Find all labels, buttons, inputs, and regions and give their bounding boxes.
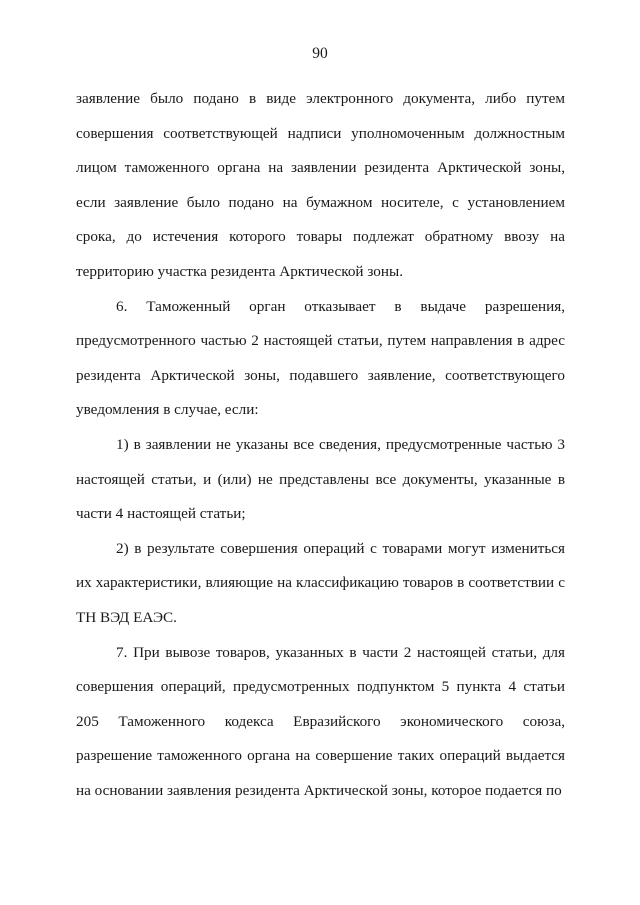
paragraph-subitem-1: 1) в заявлении не указаны все сведения, предусмотренные частью 3 настоящей статьи, и (или) не представлены все документы, указанные в части 4 настоящей статьи; xyxy=(76,435,565,523)
paragraph-subitem-2: 2) в результате совершения операций с товарами могут измениться их характеристики, влияющие на классификацию товаров в соответствии с ТН ВЭД ЕАЭС. xyxy=(76,539,565,626)
paragraph-item-7: 7. При вывозе товаров, указанных в части 2 настоящей статьи, для совершения операций, предусмотренных подпунктом 5 пункта 4 статьи 205 Таможенного кодекса Евразийского экономического союза, разрешение таможенного органа на совершение таких операций выдается на основании заявления резидента Арктической зоны, которое подается по xyxy=(76,643,565,799)
paragraph-item-6: 6. Таможенный орган отказывает в выдаче разрешения, предусмотренного частью 2 настоящей статьи, путем направления в адрес резидента Арктической зоны, подавшего заявление, соответствующего уведомления в случае, если: xyxy=(76,297,565,419)
page-number: 90 xyxy=(312,45,328,62)
document-body xyxy=(76,82,565,808)
paragraph-continuation: заявление было подано в виде электронного документа, либо путем совершения соответствующей надписи уполномоченным должностным лицом таможенного органа на заявлении резидента Арктической зоны, если заявление было подано на бумажном носителе, с установлением срока, до истечения которого товары подлежат обратному ввозу на территорию участка резидента Арктической зоны. xyxy=(76,90,565,280)
